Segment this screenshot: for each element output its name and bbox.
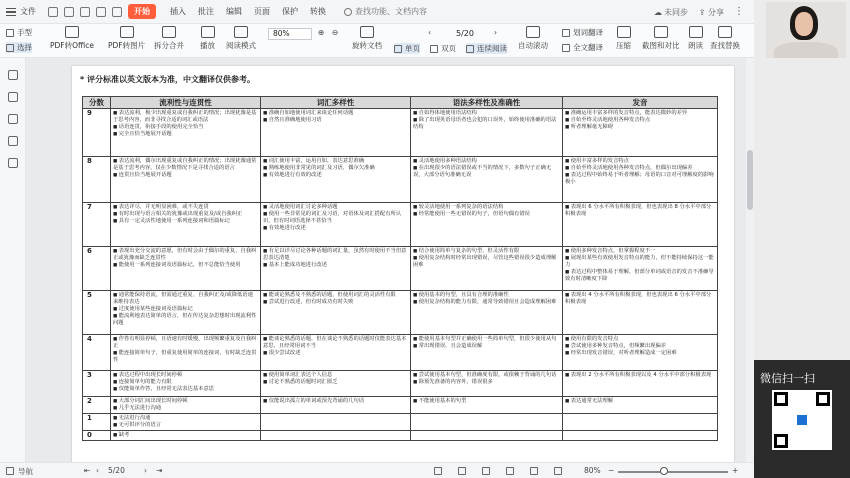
split-icon — [162, 26, 176, 38]
criteria-cell — [111, 431, 261, 441]
criteria-item: ■ 词汇使用丰富，运用自如，表达意思准确 — [263, 158, 408, 165]
score-cell: 4 — [83, 335, 111, 371]
criteria-cell — [563, 414, 718, 431]
criteria-item: ■ 经常能使用一些无错误的句子，但语句偶有错误 — [413, 211, 560, 218]
criteria-cell — [411, 203, 563, 247]
sync-status[interactable]: ☁ 未同步 — [654, 8, 688, 17]
qr-finder-bl — [774, 434, 788, 448]
criteria-cell — [261, 431, 411, 441]
last-page-icon[interactable]: ⇥ — [156, 466, 163, 475]
score-cell: 6 — [83, 247, 111, 291]
more-icon[interactable]: ⋮ — [734, 6, 744, 17]
criteria-cell — [411, 431, 563, 441]
thumbnail-icon[interactable] — [8, 92, 18, 102]
presenter-shoulders — [774, 42, 838, 58]
double-page-icon — [430, 45, 438, 53]
presenter-video — [766, 2, 846, 58]
criteria-item: ■ 尝试使用多种发音特点，但频繁出现偏差 — [565, 343, 715, 350]
page-number-input[interactable]: 5/20 — [456, 29, 474, 38]
criteria-item: ■ 表现出 6 分水平所有积极表现，但也表现出 8 分水平中部分积极表现 — [565, 204, 715, 218]
criteria-cell — [261, 397, 411, 414]
criteria-item: ■ 较灵活地使用一系列复杂的语法结构 — [413, 204, 560, 211]
share-button[interactable]: ⇪ 分享 — [698, 8, 724, 17]
criteria-cell — [261, 203, 411, 247]
criteria-item: ■ 表现出充分交流的意愿，但有时会由于偶尔的重复、自我纠正或犹豫而缺乏连贯性 — [113, 248, 258, 262]
criteria-cell — [111, 203, 261, 247]
double-page-button[interactable]: 双页 — [430, 43, 456, 54]
pdf-to-office-button[interactable]: PDF转Office — [50, 26, 94, 51]
table-row — [83, 247, 718, 291]
fit-width-icon[interactable] — [434, 467, 442, 475]
criteria-item: ■ 连接简单句的能力有限 — [113, 379, 258, 386]
hand-icon — [6, 29, 14, 37]
criteria-cell — [411, 335, 563, 371]
rotate-icon — [360, 26, 374, 38]
scan-prompt: 微信扫一扫 — [760, 372, 815, 385]
presenter-face — [795, 12, 813, 36]
read-aloud-button[interactable]: 朗读 — [688, 26, 703, 51]
zoom-level[interactable]: 80% — [584, 466, 601, 475]
score-cell: 8 — [83, 157, 111, 203]
continuous-view-icon[interactable] — [506, 467, 514, 475]
criteria-item: ■ 自始至终灵活地使用各种发音特点 — [565, 117, 715, 124]
webcam-overlay — [754, 0, 850, 478]
scoring-table — [82, 96, 718, 441]
criteria-cell — [111, 247, 261, 291]
next-page-status-icon[interactable]: › — [144, 466, 147, 475]
criteria-item: ■ 大部分词汇间出现长时间停顿 — [113, 398, 258, 405]
table-header-row — [83, 97, 718, 109]
note-text: * 评分标准以英文版本为准，中文翻译仅供参考。 — [80, 75, 255, 84]
translate-icon — [562, 29, 570, 37]
attachment-icon[interactable] — [8, 136, 18, 146]
criteria-item: ■ 表现出 2 分水平所有积极表现以及 4 分水平中部分积极表现 — [565, 372, 715, 379]
prev-page-status-icon[interactable]: ‹ — [96, 466, 99, 475]
prev-page-icon[interactable]: ‹ — [428, 28, 431, 37]
translate-all-icon — [562, 44, 570, 52]
header-score: 分数 — [83, 97, 111, 109]
table-row — [83, 291, 718, 335]
header-grammar: 语法多样性及准确性 — [411, 97, 563, 109]
search-icon — [344, 8, 352, 16]
hamburger-icon — [6, 8, 16, 16]
document-viewport[interactable] — [26, 58, 746, 462]
criteria-cell — [563, 335, 718, 371]
header-pronunciation: 发音 — [563, 97, 718, 109]
zoom-in-status-icon[interactable]: + — [732, 466, 739, 475]
criteria-item: ■ 使用多种发音特点，但掌握程度不一 — [565, 248, 715, 255]
comment-icon[interactable] — [8, 114, 18, 124]
select-tool[interactable]: 选择 — [6, 42, 32, 53]
zoom-out-status-icon[interactable]: − — [608, 466, 615, 475]
screenshot-icon — [654, 26, 668, 38]
criteria-cell — [563, 247, 718, 291]
single-view-icon[interactable] — [458, 467, 466, 475]
criteria-item: ■ 表达过程中始终易于听者理解；母语的口音对可理解度的影响极小 — [565, 172, 715, 186]
criteria-item: ■ 使用一些非常见的词汇及习语，对语体及词汇搭配有所认识，但有时词语选择不甚恰当 — [263, 211, 408, 225]
criteria-cell — [411, 397, 563, 414]
criteria-item: ■ 除预先准备的内容外，错误很多 — [413, 379, 560, 386]
criteria-item: ■ 使用复杂结构时经常出现错误，尽管这些错误很少造成理解困难 — [413, 255, 560, 269]
criteria-item: ■ 准确运用丰富多样的发音特点，能表达微妙的差异 — [565, 110, 715, 117]
word-translate-button[interactable]: 划词翻译 — [562, 27, 603, 38]
criteria-cell — [261, 371, 411, 397]
book-icon — [234, 26, 248, 38]
criteria-item: ■ 有效地进行改述 — [263, 225, 408, 232]
header-lexical: 词汇多样性 — [261, 97, 411, 109]
criteria-item: ■ 连贯且恰当地展开话题 — [113, 172, 258, 179]
status-bar — [0, 462, 754, 478]
zoom-slider-knob[interactable] — [660, 467, 668, 475]
score-cell: 3 — [83, 371, 111, 397]
scroll-icon — [526, 26, 540, 38]
criteria-cell — [563, 371, 718, 397]
criteria-item: ■ 仅能说出孤立的单词或预先背诵的几句话 — [263, 398, 408, 405]
score-cell: 1 — [83, 414, 111, 431]
score-cell: 2 — [83, 397, 111, 414]
bookmark-icon[interactable] — [8, 70, 18, 80]
criteria-cell — [111, 109, 261, 157]
single-page-button[interactable]: 单页 — [394, 43, 420, 54]
qr-logo-icon — [796, 414, 808, 426]
criteria-cell — [563, 291, 718, 335]
criteria-item: ■ 能流利地表达简单的语言，但在传达复杂思想时出现流利性问题 — [113, 313, 258, 327]
criteria-cell — [411, 109, 563, 157]
score-cell: 7 — [83, 203, 111, 247]
criteria-item: ■ 过度使用某些连接词及语篇标记 — [113, 306, 258, 313]
criteria-item: ■ 自然且准确地使用习语 — [263, 117, 408, 124]
criteria-cell — [261, 291, 411, 335]
continuous-read-button[interactable]: 连续阅读 — [466, 43, 507, 54]
criteria-item: ■ 自如得体地使用语法结构 — [413, 110, 560, 117]
criteria-item: ■ 自始至终灵活地使用各种发音特点，但偶尔出现偏差 — [565, 165, 715, 172]
qr-code — [772, 390, 832, 450]
criteria-item: ■ 表达流利，极少出现重复或自我纠正的情况；出现犹豫是基于思考内容，而非寻找合适的词汇或语法 — [113, 110, 258, 124]
play-icon — [201, 26, 215, 38]
auto-scroll-button[interactable]: 自动滚动 — [518, 26, 548, 51]
criteria-item: ■ 有时出现与语言相关的犹豫或出现重复及/或自我纠正 — [113, 211, 258, 218]
tab-comment[interactable]: 批注 — [198, 7, 214, 16]
criteria-item: ■ 几乎无法进行沟通 — [113, 405, 258, 412]
criteria-item: ■ 使用丰富多样的发音特点 — [565, 158, 715, 165]
zoom-out-icon[interactable]: ⊖ — [332, 28, 339, 37]
criteria-item: ■ 表达过程中整体易于理解，但部分单词或语音的发音不准确导致有时清晰度下降 — [565, 269, 715, 283]
criteria-item: ■ 不能使用基本的句型 — [413, 398, 560, 405]
criteria-cell — [111, 414, 261, 431]
tab-start[interactable]: 开始 — [128, 4, 156, 19]
criteria-cell — [563, 203, 718, 247]
criteria-item: ■ 听者理解毫无障碍 — [565, 124, 715, 131]
ribbon-toolbar — [0, 24, 754, 58]
criteria-item: ■ 无可供评分的语言 — [113, 422, 258, 429]
criteria-item: ■ 具有一定灵活性地使用一系列连接词和语篇标记 — [113, 218, 258, 225]
criteria-item: ■ 能使用基本句型并正确使用一些简单句型，但很少使用从句 — [413, 336, 560, 343]
criteria-item: ■ 展现出某些有效使用发音特点的能力，但不能持续保持这一能力 — [565, 255, 715, 269]
criteria-item: ■ 能连接简单句子，但重复使用简单的连接词，有时缺乏连贯性 — [113, 350, 258, 364]
criteria-item: ■ 结合使用简单与复杂的句型，但灵活性有限 — [413, 248, 560, 255]
function-search[interactable]: 查找功能、文档内容 — [344, 6, 427, 17]
print-icon[interactable] — [80, 7, 90, 17]
criteria-item: ■ 灵活地使用词汇讨论多种话题 — [263, 204, 408, 211]
zoom-in-icon[interactable]: ⊕ — [318, 28, 325, 37]
criteria-item: ■ 使用基本的句型，且具有合理的准确性 — [413, 292, 560, 299]
header-fluency: 流利性与连贯性 — [111, 97, 261, 109]
criteria-item: ■ 无法进行沟通 — [113, 415, 258, 422]
criteria-cell — [563, 157, 718, 203]
rotate-doc-button[interactable]: 旋转文档 — [352, 26, 382, 51]
criteria-cell — [411, 414, 563, 431]
pdf-page — [72, 66, 734, 462]
criteria-cell — [411, 291, 563, 335]
criteria-cell — [261, 157, 411, 203]
full-translate-button[interactable]: 全文翻译 — [562, 42, 603, 53]
score-cell: 5 — [83, 291, 111, 335]
table-row — [83, 397, 718, 414]
save-icon[interactable] — [64, 7, 74, 17]
tab-insert[interactable]: 插入 — [170, 7, 186, 16]
tab-edit[interactable]: 编辑 — [226, 7, 242, 16]
left-sidebar — [0, 58, 26, 462]
criteria-cell — [111, 371, 261, 397]
criteria-cell — [411, 371, 563, 397]
criteria-item: ■ 缺考 — [113, 432, 258, 439]
eye-icon[interactable] — [554, 467, 562, 475]
criteria-cell — [111, 397, 261, 414]
criteria-item: ■ 经常出现发音错误，对听者理解造成一定困难 — [565, 350, 715, 357]
criteria-item: ■ 基本上能成功地进行改述 — [263, 262, 408, 269]
table-row — [83, 335, 718, 371]
criteria-item: ■ 完全且恰当地展开话题 — [113, 131, 258, 138]
play-button[interactable]: 播放 — [200, 26, 215, 51]
criteria-cell — [111, 335, 261, 371]
criteria-cell — [261, 414, 411, 431]
criteria-cell — [111, 157, 261, 203]
criteria-item: ■ 表达详尽，并无明显困难，或不失连贯 — [113, 204, 258, 211]
criteria-item: ■ 除了出现英语母语者也会犯的口误外，始终使用准确的语法结构 — [413, 117, 560, 131]
hand-tool[interactable]: 手型 — [6, 27, 32, 38]
redo-icon[interactable] — [112, 7, 122, 17]
qr-finder-tl — [774, 392, 788, 406]
single-page-icon — [394, 45, 402, 53]
find-icon — [718, 26, 732, 38]
tab-page[interactable]: 页面 — [254, 7, 270, 16]
criteria-item: ■ 表达通常无法理解 — [565, 398, 715, 405]
criteria-cell — [563, 431, 718, 441]
criteria-item: ■ 有足以详尽讨论各种话题的词汇量，虽然有时使用不当但意思表达清楚 — [263, 248, 408, 262]
menu-bar — [0, 0, 754, 24]
table-row — [83, 431, 718, 441]
criteria-item: ■ 尝试进行改述，但有时成功有时失败 — [263, 299, 408, 306]
image-icon — [120, 26, 134, 38]
criteria-item: ■ 灵活地使用多种语法结构 — [413, 158, 560, 165]
qr-panel — [754, 360, 850, 478]
open-folder-icon[interactable] — [48, 7, 58, 17]
zoom-select[interactable]: 80% — [268, 28, 312, 40]
speaker-icon — [689, 26, 703, 38]
criteria-item: ■ 表达过程中出现长时间停顿 — [113, 372, 258, 379]
criteria-item: ■ 讨论不熟悉的话题时词汇匮乏 — [263, 379, 408, 386]
qr-finder-tr — [816, 392, 830, 406]
table-row — [83, 109, 718, 157]
pdf-convert-icon — [65, 26, 79, 38]
nav-icon — [6, 467, 14, 475]
tab-convert[interactable]: 转换 — [310, 7, 326, 16]
criteria-item: ■ 有效地进行有效的改述 — [263, 172, 408, 179]
criteria-cell — [261, 109, 411, 157]
split-merge-button[interactable]: 拆分合并 — [154, 26, 184, 51]
scrollbar-thumb[interactable] — [747, 150, 753, 210]
vertical-scrollbar[interactable] — [746, 58, 754, 462]
criteria-item: ■ 使用复杂结构的能力有限，通常导致错误且会造成理解困难 — [413, 299, 560, 306]
cursor-icon — [6, 44, 14, 52]
find-replace-button[interactable]: 查找替换 — [710, 26, 740, 51]
reading-view-icon[interactable] — [530, 467, 538, 475]
criteria-cell — [411, 157, 563, 203]
score-cell: 9 — [83, 109, 111, 157]
table-row — [83, 203, 718, 247]
criteria-item: ■ 能谈论熟悉及不熟悉的话题，但使用词汇的灵活性有限 — [263, 292, 408, 299]
criteria-item: ■ 表达流利，偶尔出现重复或自我纠正的情况；出现犹豫通常是基于思考内容，仅在少数情况下是寻找合适的语言 — [113, 158, 258, 172]
pdf-to-image-button[interactable]: PDF转图片 — [108, 26, 145, 51]
criteria-cell — [261, 335, 411, 371]
criteria-item: ■ 准确自如地使用词汇来谈论任何话题 — [263, 110, 408, 117]
criteria-item: ■ 常出现错误，且会造成误解 — [413, 343, 560, 350]
compress-button[interactable]: 压缩 — [616, 26, 631, 51]
criteria-item: ■ 作答有明显停顿，且语速有时缓慢，出现频繁重复及自我纠正 — [113, 336, 258, 350]
criteria-item: ■ 通常能保持语流，但需通过重复、自我纠正及/或降低语速来维持表达 — [113, 292, 258, 306]
criteria-item: ■ 在出现很少的语法错误或不当的情况下，多数句子正确无误，大部分语句准确无误 — [413, 165, 560, 179]
nav-toggle[interactable]: 导航 — [18, 467, 33, 476]
table-row — [83, 414, 718, 431]
double-view-icon[interactable] — [482, 467, 490, 475]
file-menu[interactable]: 文件 — [6, 6, 36, 17]
criteria-item: ■ 熟练地使用非常见的词汇及习语，偶尔欠准确 — [263, 165, 408, 172]
next-page-icon[interactable]: › — [494, 28, 497, 37]
share-icon: ⇪ — [698, 8, 706, 17]
criteria-item: ■ 能使用一系列连接词及语篇标记，但不总能恰当使用 — [113, 262, 258, 269]
first-page-icon[interactable]: ⇤ — [84, 466, 91, 475]
criteria-cell — [563, 397, 718, 414]
criteria-cell — [563, 109, 718, 157]
criteria-item: ■ 尝试使用基本句型，但准确度有限，或依赖于背诵的几句话 — [413, 372, 560, 379]
tab-protect[interactable]: 保护 — [282, 7, 298, 16]
criteria-item: ■ 话语连贯，衔接手段的使用完全恰当 — [113, 124, 258, 131]
criteria-item: ■ 表现出 4 分水平所有积极表现，但也表现出 6 分水平中部分积极表现 — [565, 292, 715, 306]
criteria-item: ■ 很少尝试改述 — [263, 350, 408, 357]
table-row — [83, 157, 718, 203]
zoom-slider-track[interactable] — [618, 471, 728, 473]
compress-icon — [617, 26, 631, 38]
read-mode-button[interactable]: 阅读模式 — [226, 26, 256, 51]
criteria-cell — [261, 247, 411, 291]
cloud-icon: ☁ — [654, 8, 662, 17]
status-page-indicator[interactable]: 5/20 — [108, 466, 125, 475]
criteria-cell — [411, 247, 563, 291]
continuous-icon — [466, 45, 474, 53]
criteria-item: ■ 使用简单词汇表达个人信息 — [263, 372, 408, 379]
criteria-item: ■ 仅能简单作答，且经常无法表达基本意思 — [113, 386, 258, 393]
criteria-item: ■ 能谈论熟悉的话题，但在谈论不熟悉的话题时仅能表达基本意思，且经常用词不当 — [263, 336, 408, 350]
table-row — [83, 371, 718, 397]
undo-icon[interactable] — [96, 7, 106, 17]
screenshot-compare-button[interactable]: 截图和对比 — [642, 26, 680, 51]
criteria-cell — [111, 291, 261, 335]
score-cell: 0 — [83, 431, 111, 441]
criteria-item: ■ 使用有限的发音特点 — [565, 336, 715, 343]
signature-icon[interactable] — [8, 158, 18, 168]
